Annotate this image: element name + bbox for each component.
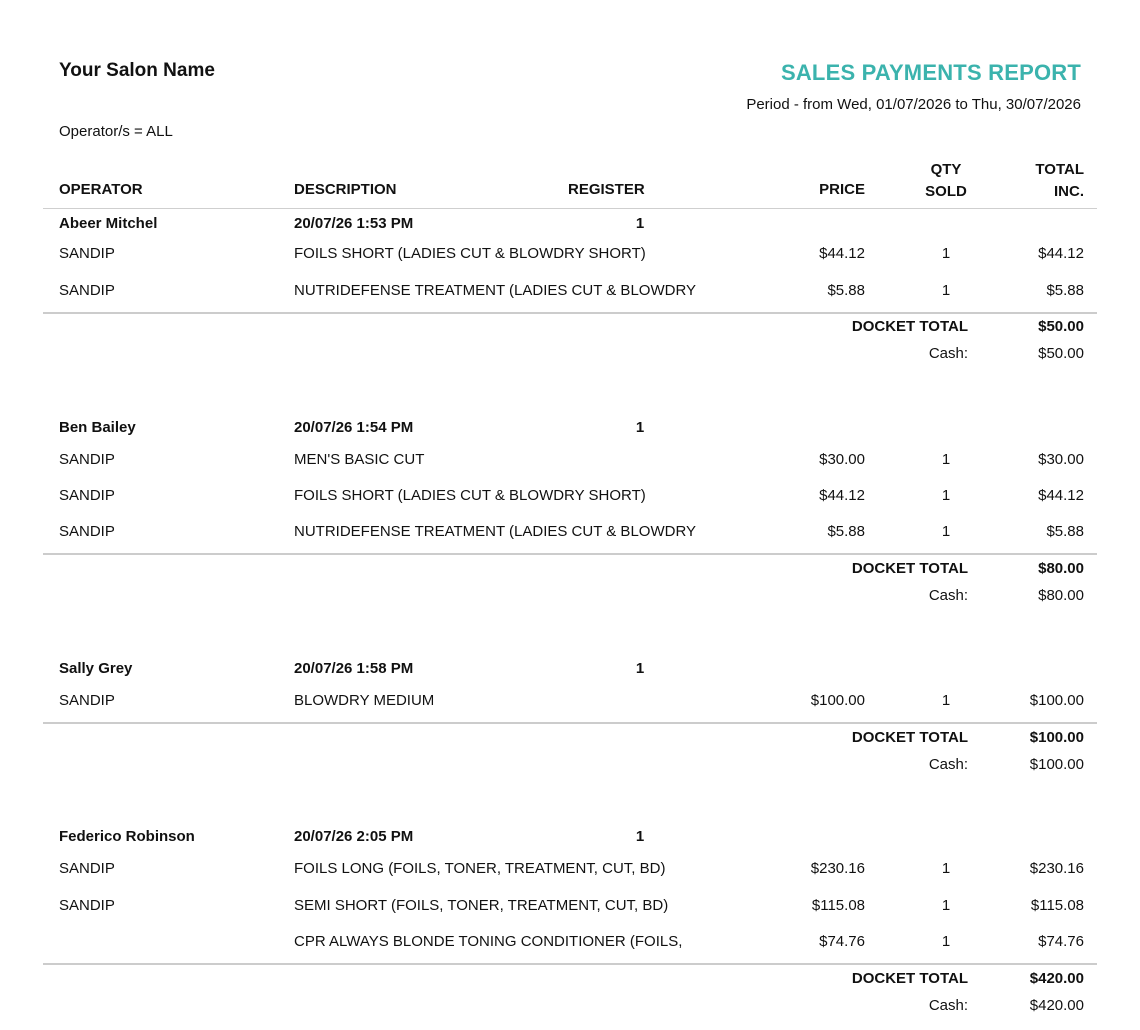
docket-total-label: DOCKET TOTAL bbox=[851, 970, 968, 987]
docket-separator bbox=[43, 722, 1097, 724]
payment-amount: $420.00 bbox=[1029, 997, 1084, 1014]
payment-amount: $50.00 bbox=[1038, 345, 1084, 362]
docket-total-amount: $100.00 bbox=[1029, 729, 1084, 746]
line-item-description: FOILS SHORT (LADIES CUT & BLOWDRY SHORT) bbox=[294, 487, 646, 504]
line-item-total: $5.88 bbox=[1046, 523, 1084, 540]
payment-method-label: Cash: bbox=[928, 345, 968, 362]
docket-register: 1 bbox=[635, 660, 645, 677]
line-item-operator: SANDIP bbox=[59, 451, 115, 468]
line-item-total: $100.00 bbox=[1029, 692, 1084, 709]
line-item-description: FOILS SHORT (LADIES CUT & BLOWDRY SHORT) bbox=[294, 245, 646, 262]
payment-method-label: Cash: bbox=[928, 587, 968, 604]
column-header-description: DESCRIPTION bbox=[294, 181, 397, 198]
payment-amount: $100.00 bbox=[1029, 756, 1084, 773]
docket-customer: Abeer Mitchel bbox=[59, 215, 158, 232]
operators-filter: Operator/s = ALL bbox=[59, 123, 173, 140]
line-item-description: BLOWDRY MEDIUM bbox=[294, 692, 435, 709]
column-header-register: REGISTER bbox=[568, 181, 645, 198]
line-item-qty: 1 bbox=[941, 245, 951, 262]
line-item-description: NUTRIDEFENSE TREATMENT (LADIES CUT & BLOWDRY bbox=[294, 523, 697, 540]
payment-amount: $80.00 bbox=[1038, 587, 1084, 604]
line-item-operator: SANDIP bbox=[59, 523, 115, 540]
line-item-price: $5.88 bbox=[827, 282, 865, 299]
column-header-total: TOTAL bbox=[1035, 161, 1084, 178]
line-item-total: $230.16 bbox=[1029, 860, 1084, 877]
line-item-price: $44.12 bbox=[819, 487, 865, 504]
line-item-description: SEMI SHORT (FOILS, TONER, TREATMENT, CUT, BD) bbox=[294, 897, 669, 914]
line-item-price: $30.00 bbox=[819, 451, 865, 468]
line-item-total: $5.88 bbox=[1046, 282, 1084, 299]
column-header-qty: QTY bbox=[930, 161, 962, 178]
docket-total-label: DOCKET TOTAL bbox=[851, 318, 968, 335]
line-item-description: FOILS LONG (FOILS, TONER, TREATMENT, CUT, BD) bbox=[294, 860, 666, 877]
report-period: Period - from Wed, 01/07/2026 to Thu, 30/07/2026 bbox=[746, 96, 1081, 113]
line-item-price: $100.00 bbox=[810, 692, 865, 709]
line-item-total: $74.76 bbox=[1038, 933, 1084, 950]
line-item-total: $44.12 bbox=[1038, 487, 1084, 504]
line-item-operator: SANDIP bbox=[59, 692, 115, 709]
docket-total-label: DOCKET TOTAL bbox=[851, 560, 968, 577]
docket-datetime: 20/07/26 1:54 PM bbox=[294, 419, 414, 436]
docket-customer: Federico Robinson bbox=[59, 828, 195, 845]
line-item-price: $230.16 bbox=[810, 860, 865, 877]
line-item-qty: 1 bbox=[941, 692, 951, 709]
docket-register: 1 bbox=[635, 419, 645, 436]
line-item-total: $115.08 bbox=[1030, 897, 1084, 914]
line-item-qty: 1 bbox=[941, 451, 951, 468]
docket-datetime: 20/07/26 1:53 PM bbox=[294, 215, 414, 232]
line-item-operator: SANDIP bbox=[59, 897, 115, 914]
line-item-qty: 1 bbox=[941, 282, 951, 299]
line-item-description: MEN'S BASIC CUT bbox=[294, 451, 425, 468]
docket-customer: Ben Bailey bbox=[59, 419, 136, 436]
line-item-description: NUTRIDEFENSE TREATMENT (LADIES CUT & BLOWDRY bbox=[294, 282, 697, 299]
report-title: SALES PAYMENTS REPORT bbox=[780, 60, 1081, 85]
line-item-description: CPR ALWAYS BLONDE TONING CONDITIONER (FOILS, bbox=[294, 933, 683, 950]
column-header-price: PRICE bbox=[819, 181, 865, 198]
column-header-operator: OPERATOR bbox=[59, 181, 143, 198]
docket-separator bbox=[43, 312, 1097, 314]
line-item-operator: SANDIP bbox=[59, 245, 115, 262]
salon-name: Your Salon Name bbox=[59, 60, 215, 81]
docket-register: 1 bbox=[635, 215, 645, 232]
column-header-inc: INC. bbox=[1054, 183, 1084, 200]
line-item-operator: SANDIP bbox=[59, 860, 115, 877]
docket-total-amount: $80.00 bbox=[1038, 560, 1084, 577]
line-item-qty: 1 bbox=[941, 523, 951, 540]
docket-total-label: DOCKET TOTAL bbox=[851, 729, 968, 746]
line-item-qty: 1 bbox=[941, 933, 951, 950]
line-item-operator: SANDIP bbox=[59, 487, 115, 504]
payment-method-label: Cash: bbox=[928, 997, 968, 1014]
docket-register: 1 bbox=[635, 828, 645, 845]
docket-separator bbox=[43, 963, 1097, 965]
payment-method-label: Cash: bbox=[928, 756, 968, 773]
line-item-qty: 1 bbox=[941, 860, 951, 877]
docket-separator bbox=[43, 553, 1097, 555]
docket-datetime: 20/07/26 2:05 PM bbox=[294, 828, 414, 845]
docket-total-amount: $420.00 bbox=[1029, 970, 1084, 987]
line-item-total: $30.00 bbox=[1038, 451, 1084, 468]
docket-datetime: 20/07/26 1:58 PM bbox=[294, 660, 414, 677]
column-header-sold: SOLD bbox=[925, 183, 967, 200]
docket-customer: Sally Grey bbox=[59, 660, 133, 677]
line-item-qty: 1 bbox=[941, 897, 951, 914]
line-item-total: $44.12 bbox=[1038, 245, 1084, 262]
docket-total-amount: $50.00 bbox=[1038, 318, 1084, 335]
line-item-price: $5.88 bbox=[827, 523, 865, 540]
line-item-price: $44.12 bbox=[819, 245, 865, 262]
line-item-operator: SANDIP bbox=[59, 282, 115, 299]
line-item-qty: 1 bbox=[941, 487, 951, 504]
line-item-price: $74.76 bbox=[819, 933, 865, 950]
line-item-price: $115.08 bbox=[811, 897, 865, 914]
